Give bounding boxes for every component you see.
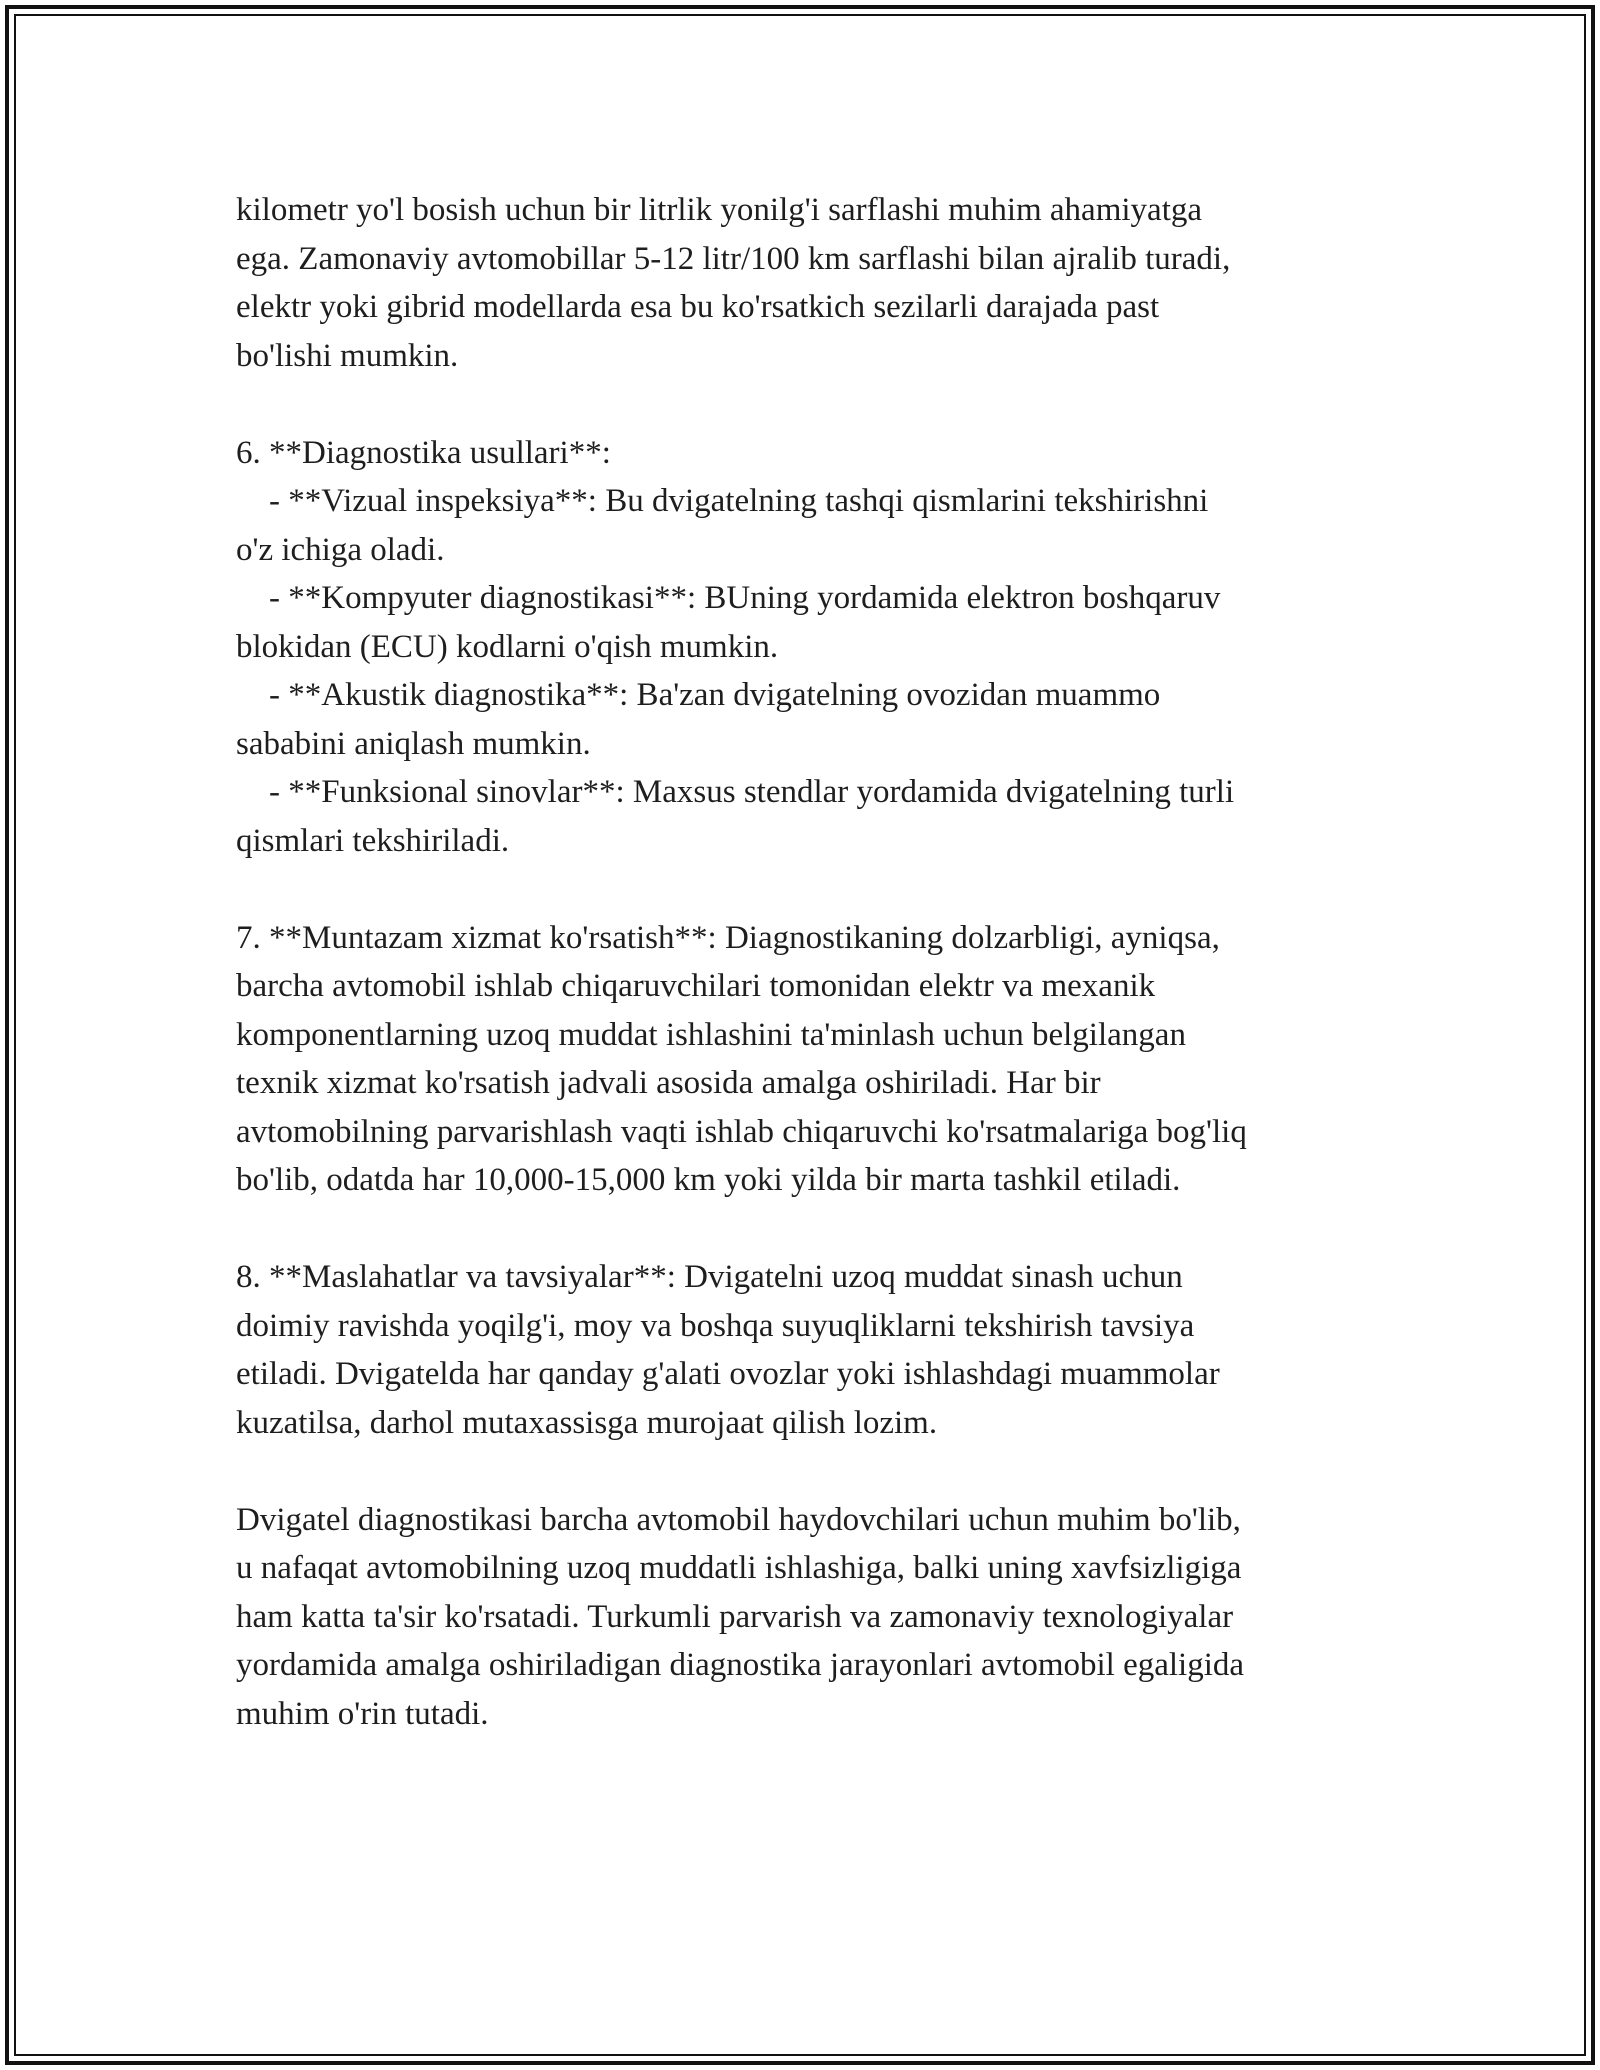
text-line: kilometr yo'l bosish uchun bir litrlik yonilg'i sarflashi muhim ahamiyatga xyxy=(236,192,1203,228)
text-line: doimiy ravishda yoqilg'i, moy va boshqa suyuqliklarni tekshirish tavsiya xyxy=(236,1307,1195,1344)
list-item-continuation: o'z ichiga oladi. xyxy=(236,531,445,568)
text-line: bo'lib, odatda har 10,000-15,000 km yoki yilda bir marta tashkil etiladi. xyxy=(236,1162,1181,1198)
text-line: bo'lishi mumkin. xyxy=(236,337,459,374)
list-item: - **Funksional sinovlar**: Maxsus stendlar yordamida dvigatelning turli xyxy=(236,774,1235,810)
document-body xyxy=(236,186,1406,1738)
text-line: Dvigatel diagnostikasi barcha avtomobil haydovchilari uchun muhim bo'lib, xyxy=(236,1501,1241,1538)
list-item: - **Kompyuter diagnostikasi**: BUning yordamida elektron boshqaruv xyxy=(236,580,1221,616)
paragraph-gap xyxy=(236,380,1406,429)
text-line: texnik xizmat ko'rsatish jadvali asosida amalga oshiriladi. Har bir xyxy=(236,1065,1101,1101)
text-line: ham katta ta'sir ko'rsatadi. Turkumli parvarish va zamonaviy texnologiyalar xyxy=(236,1598,1234,1635)
text-line: 8. **Maslahatlar va tavsiyalar**: Dvigatelni uzoq muddat sinash uchun xyxy=(236,1259,1183,1295)
text-line: kuzatilsa, darhol mutaxassisga murojaat qilish lozim. xyxy=(236,1404,938,1441)
paragraph-regular-service xyxy=(236,914,1406,1205)
paragraph-diagnostic-methods xyxy=(236,429,1406,866)
text-line: elektr yoki gibrid modellarda esa bu ko'rsatkich sezilarli darajada past xyxy=(236,289,1160,325)
list-item: - **Vizual inspeksiya**: Bu dvigatelning tashqi qismlarini tekshirishni xyxy=(236,483,1209,519)
text-line: 7. **Muntazam xizmat ko'rsatish**: Diagnostikaning dolzarbligi, ayniqsa, xyxy=(236,919,1220,956)
text-line: ega. Zamonaviy avtomobillar 5-12 litr/100 km sarflashi bilan ajralib turadi, xyxy=(236,240,1231,277)
list-heading: 6. **Diagnostika usullari**: xyxy=(236,434,611,471)
text-line: u nafaqat avtomobilning uzoq muddatli ishlashiga, balki uning xavfsizligiga xyxy=(236,1550,1242,1586)
paragraph-gap xyxy=(236,865,1406,914)
text-line: komponentlarning uzoq muddat ishlashini ta'minlash uchun belgilangan xyxy=(236,1016,1186,1053)
paragraph-advice xyxy=(236,1253,1406,1447)
paragraph-gap xyxy=(236,1447,1406,1496)
paragraph-conclusion xyxy=(236,1496,1406,1739)
text-line: barcha avtomobil ishlab chiqaruvchilari tomonidan elektr va mexanik xyxy=(236,968,1156,1004)
text-line: yordamida amalga oshiriladigan diagnostika jarayonlari avtomobil egaligida xyxy=(236,1647,1245,1683)
list-item: - **Akustik diagnostika**: Ba'zan dvigatelning ovozidan muammo xyxy=(236,677,1161,713)
list-item-continuation: blokidan (ECU) kodlarni o'qish mumkin. xyxy=(236,628,779,665)
text-line: muhim o'rin tutadi. xyxy=(236,1695,489,1732)
list-item-continuation: sababini aniqlash mumkin. xyxy=(236,725,591,762)
text-line: etiladi. Dvigatelda har qanday g'alati ovozlar yoki ishlashdagi muammolar xyxy=(236,1356,1220,1392)
text-line: avtomobilning parvarishlash vaqti ishlab chiqaruvchi ko'rsatmalariga bog'liq xyxy=(236,1113,1247,1150)
paragraph-fuel-consumption xyxy=(236,186,1406,380)
paragraph-gap xyxy=(236,1205,1406,1254)
list-item-continuation: qismlari tekshiriladi. xyxy=(236,822,510,859)
